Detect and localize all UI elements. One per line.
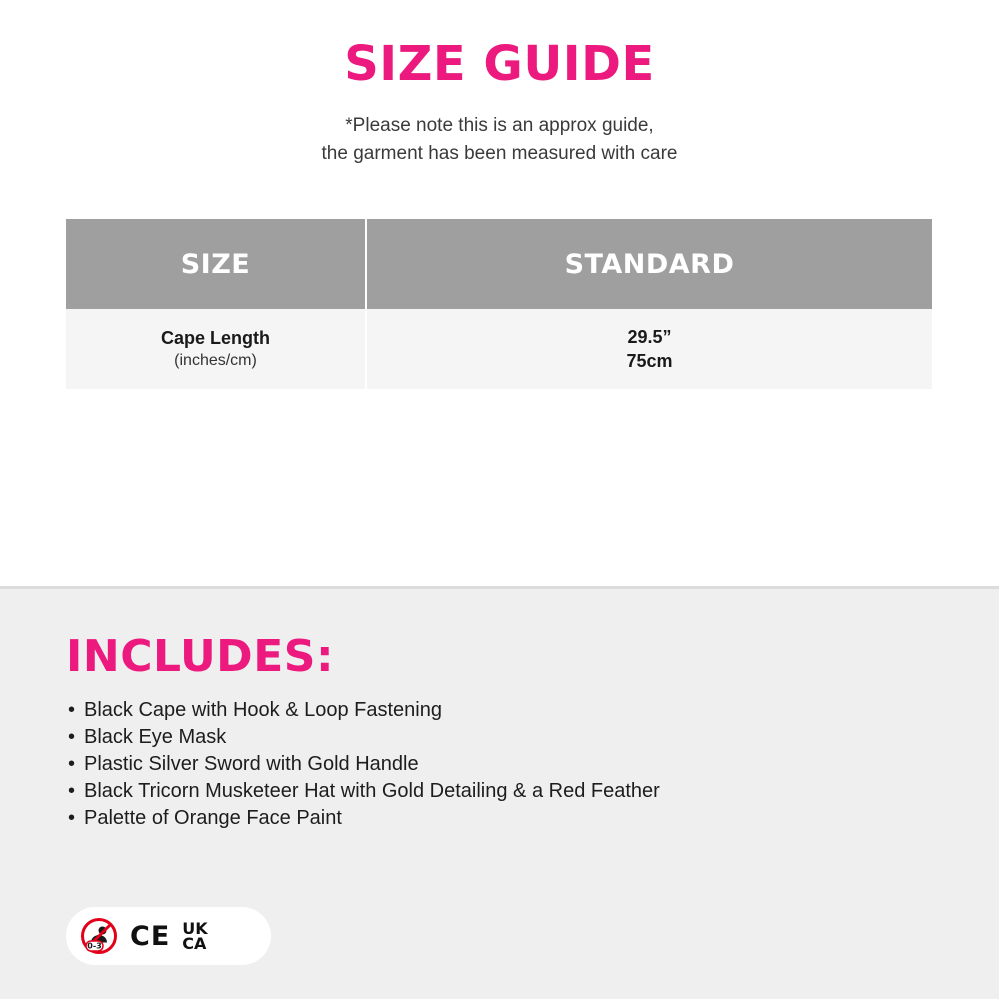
size-table-body (66, 309, 932, 389)
ce-mark-icon: CE (130, 920, 171, 952)
measurement-name: Cape Length (160, 328, 270, 348)
ukca-line-1: UK (182, 919, 208, 938)
value-inches: 29.5” (627, 327, 672, 347)
size-table (66, 219, 932, 389)
list-item: • Black Tricorn Musketeer Hat with Gold Detailing & a Red Feather (68, 778, 660, 805)
column-header-standard: STANDARD (366, 219, 932, 309)
list-item: • Black Cape with Hook & Loop Fastening (68, 697, 660, 724)
measurement-note-line-2: the garment has been measured with care (321, 143, 678, 164)
measurement-note (0, 112, 999, 168)
cell-standard-value (366, 309, 932, 389)
compliance-badge (66, 907, 271, 965)
includes-section (0, 589, 999, 999)
age-warning-text: 0-3 (87, 941, 102, 951)
cell-measurement-label (66, 309, 366, 389)
includes-list (68, 697, 660, 832)
column-header-size: SIZE (66, 219, 366, 309)
table-header-row (66, 219, 932, 309)
ukca-mark-icon (182, 921, 207, 951)
measurement-note-line-1: *Please note this is an approx guide, (345, 115, 654, 136)
list-item: • Plastic Silver Sword with Gold Handle (68, 751, 660, 778)
measurement-units: (inches/cm) (174, 352, 257, 369)
ukca-line-2: CA (182, 934, 207, 953)
table-row (66, 309, 932, 389)
list-item: • Palette of Orange Face Paint (68, 805, 660, 832)
includes-title: INCLUDES: (66, 631, 335, 682)
page-title: SIZE GUIDE (344, 36, 655, 92)
size-table-head (66, 219, 932, 309)
not-for-under-3-icon (80, 917, 118, 955)
list-item: • Black Eye Mask (68, 724, 660, 751)
value-centimeters: 75cm (626, 351, 673, 371)
